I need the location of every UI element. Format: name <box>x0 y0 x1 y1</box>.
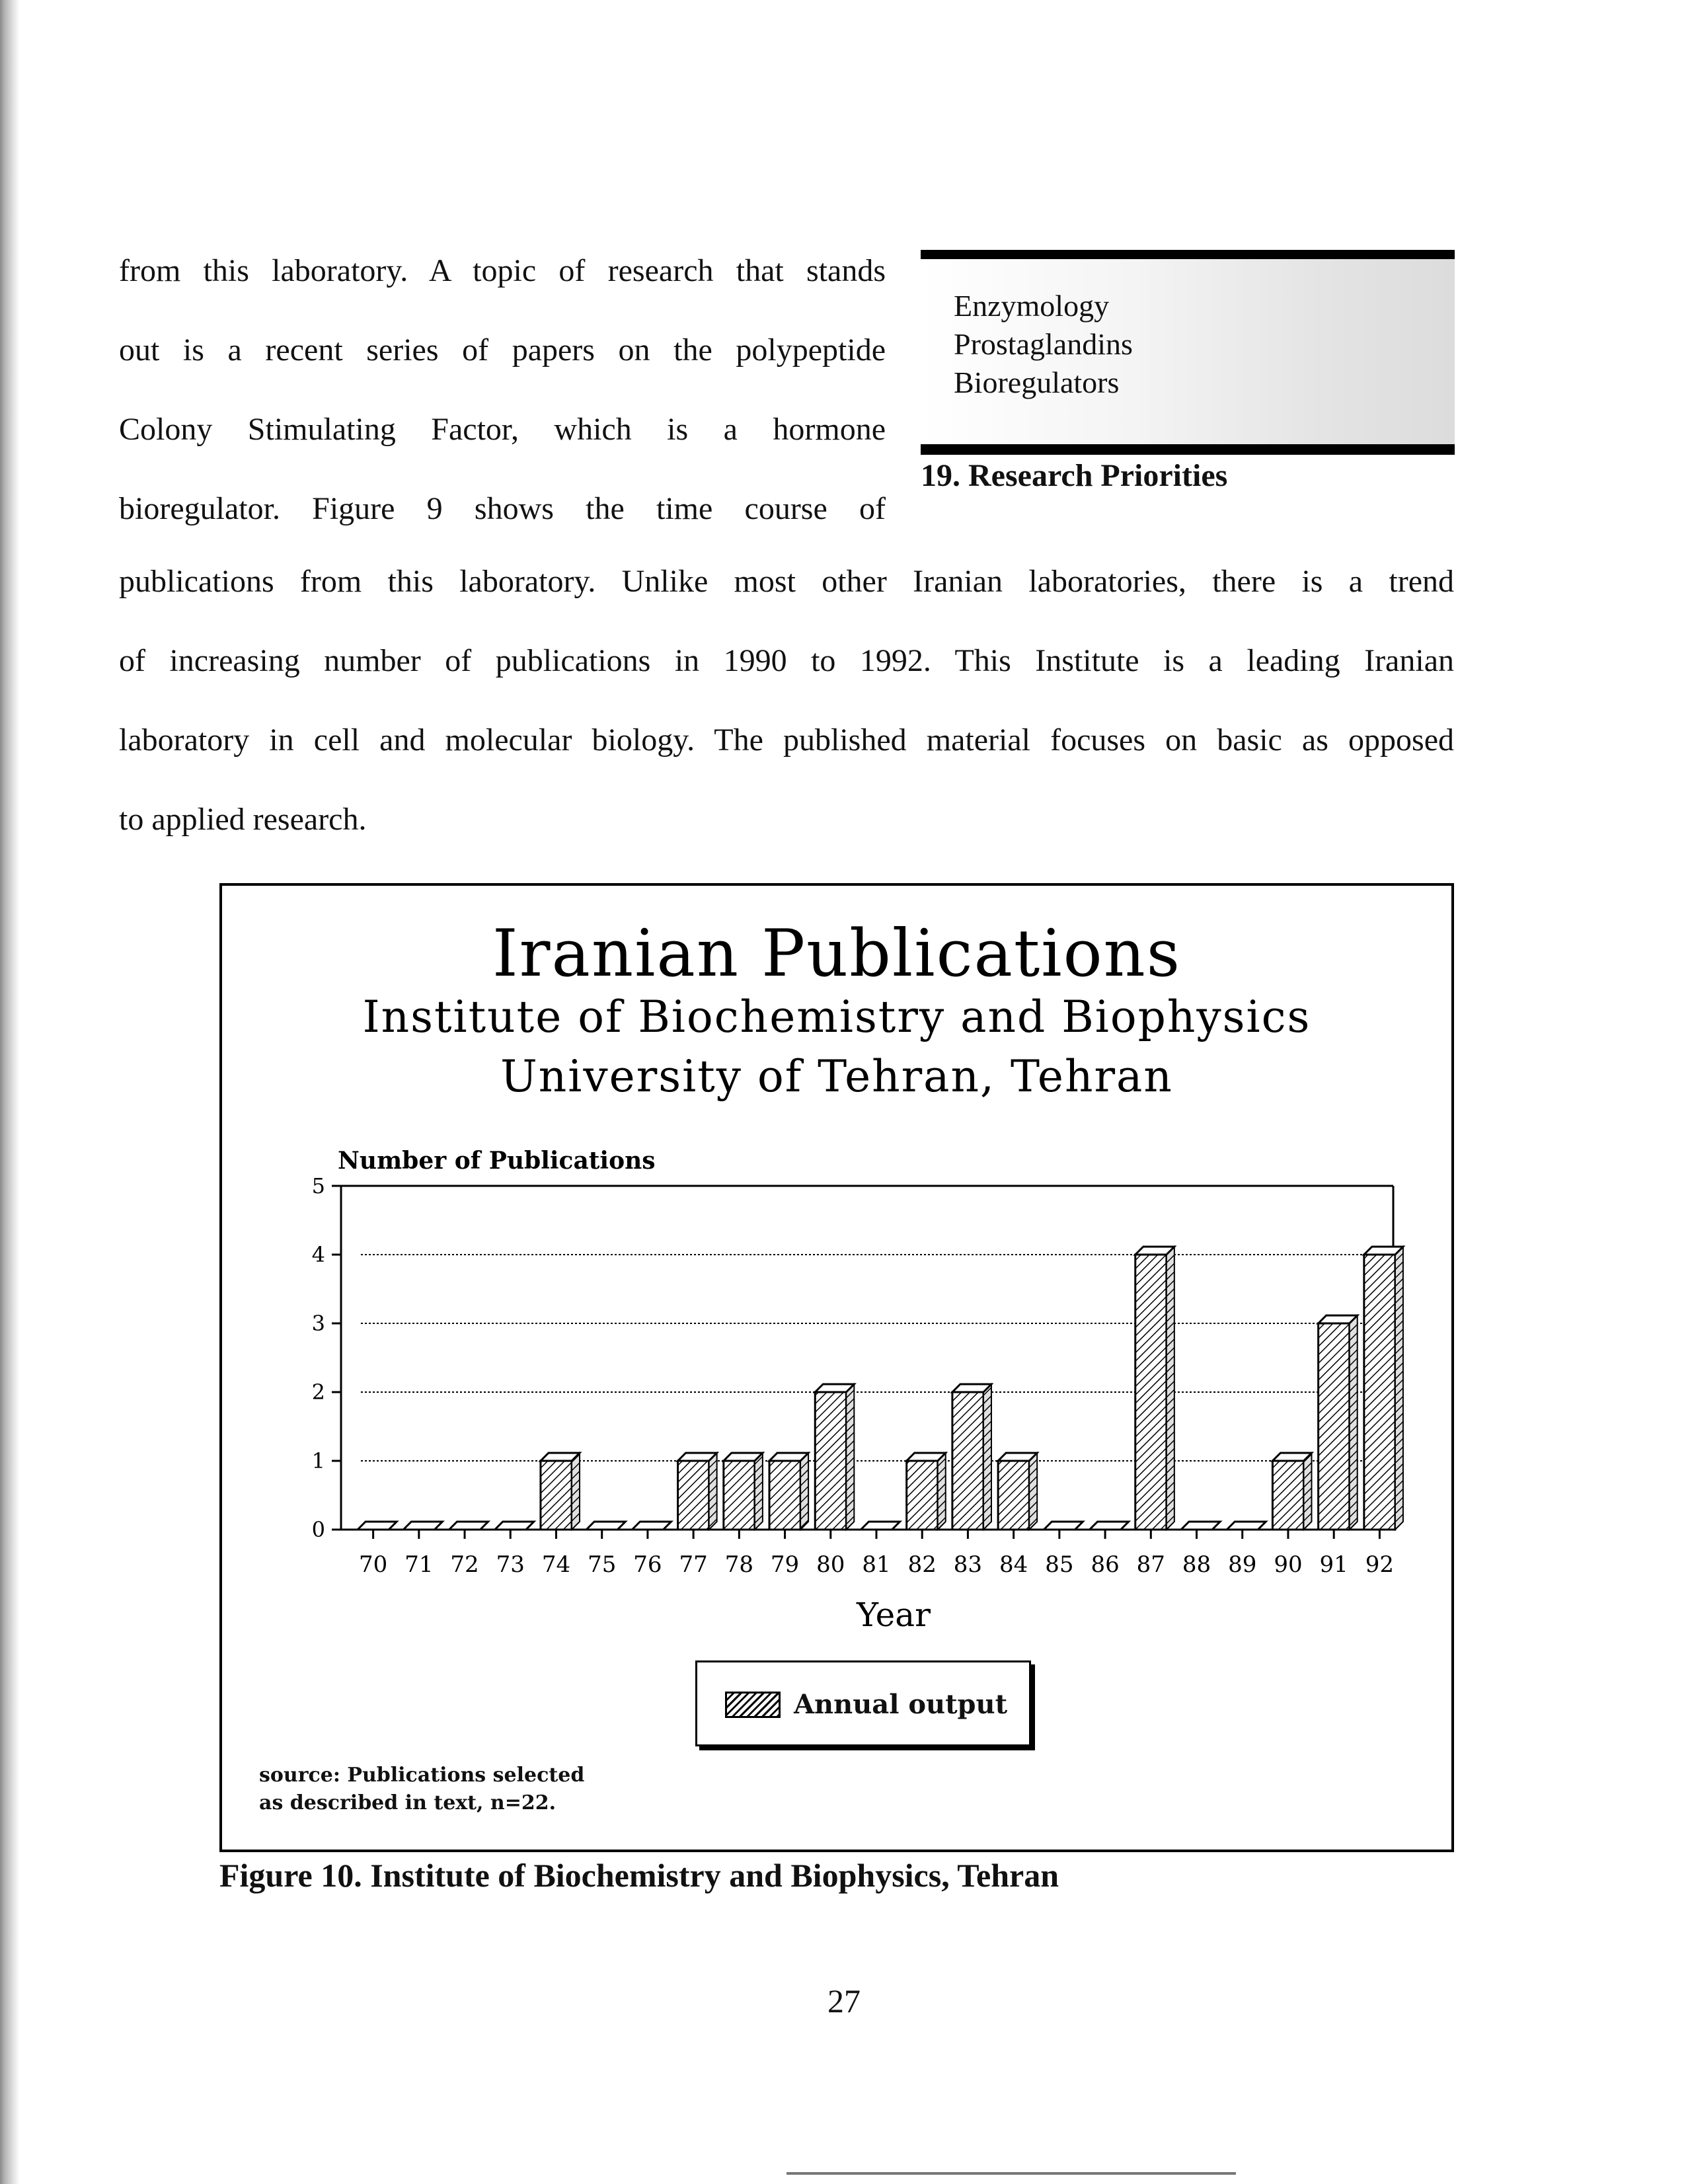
page-number: 27 <box>827 1982 861 2019</box>
bar-zero <box>1227 1522 1266 1530</box>
text-line: Colony Stimulating Factor, which is a hormone <box>119 412 886 447</box>
bar-zero <box>586 1522 625 1530</box>
bar <box>678 1461 709 1530</box>
bar-top <box>1135 1247 1174 1255</box>
bar <box>541 1461 572 1530</box>
y-tick-label: 2 <box>311 1380 325 1405</box>
bar-zero <box>1044 1522 1083 1530</box>
bar <box>1364 1255 1395 1530</box>
source-note-line: source: Publications selected <box>259 1764 585 1787</box>
text-line: of increasing number of publications in 1990 to 1992. This Institute is a leading Iranian <box>119 643 1454 678</box>
bar-zero <box>861 1522 900 1530</box>
x-tick-label: 73 <box>496 1551 525 1578</box>
legend-swatch <box>725 1692 781 1718</box>
bar-top <box>769 1453 808 1461</box>
x-tick-label: 81 <box>862 1551 891 1578</box>
priority-item: Bioregulators <box>954 366 1120 399</box>
bar-top <box>1364 1247 1403 1255</box>
bar <box>769 1461 800 1530</box>
bar-side <box>1167 1247 1174 1530</box>
bar-side <box>800 1453 808 1530</box>
bar-zero <box>632 1522 671 1530</box>
body-paragraph-narrow <box>119 231 886 549</box>
x-tick-label: 75 <box>588 1551 617 1578</box>
x-tick-label: 92 <box>1365 1551 1395 1578</box>
bar-top <box>907 1453 946 1461</box>
figure-caption: Figure 10. Institute of Biochemistry and Biophysics, Tehran <box>219 1857 1059 1894</box>
bar <box>952 1392 983 1530</box>
bar-top <box>998 1453 1037 1461</box>
bar-zero <box>403 1522 442 1530</box>
research-priorities-box <box>921 247 1455 461</box>
x-tick-label: 72 <box>450 1551 479 1578</box>
y-tick-label: 4 <box>311 1242 325 1267</box>
bar-top <box>952 1384 991 1392</box>
source-note <box>259 1762 584 1817</box>
bar <box>1272 1461 1303 1530</box>
x-tick-label: 70 <box>358 1551 388 1578</box>
priority-item: Enzymology <box>954 289 1110 323</box>
bar-chart <box>222 886 1451 1659</box>
text-line: publications from this laboratory. Unlike most other Iranian laboratories, there is a trend <box>119 564 1454 599</box>
text-line: to applied research. <box>119 802 367 837</box>
page-scan-edge <box>0 0 20 2184</box>
x-tick-label: 74 <box>541 1551 571 1578</box>
source-note-line: as described in text, n=22. <box>259 1791 556 1814</box>
x-tick-label: 88 <box>1182 1551 1211 1578</box>
x-tick-label: 90 <box>1274 1551 1303 1578</box>
bar <box>815 1392 846 1530</box>
bar <box>1319 1323 1350 1530</box>
bar-zero <box>495 1522 534 1530</box>
x-tick-label: 80 <box>816 1551 845 1578</box>
text-line: out is a recent series of papers on the polypeptide <box>119 332 886 368</box>
x-tick-label: 85 <box>1045 1551 1074 1578</box>
bar-side <box>1029 1453 1037 1530</box>
y-tick-label: 1 <box>311 1448 325 1473</box>
bar <box>1135 1255 1167 1530</box>
x-tick-label: 79 <box>770 1551 800 1578</box>
bar-side <box>709 1453 717 1530</box>
body-paragraph-wide <box>119 542 1454 859</box>
bar-side <box>1303 1453 1311 1530</box>
bottom-rule <box>786 2172 1236 2175</box>
x-tick-label: 76 <box>633 1551 662 1578</box>
bar-top <box>1319 1315 1358 1323</box>
y-tick-label: 0 <box>311 1517 325 1542</box>
bar-zero <box>1090 1522 1129 1530</box>
y-tick-label: 5 <box>311 1173 325 1198</box>
x-tick-label: 84 <box>999 1551 1028 1578</box>
bar-zero <box>449 1522 488 1530</box>
bar-zero <box>1181 1522 1220 1530</box>
bar-side <box>1350 1315 1358 1530</box>
chart-subtitle-2: University of Tehran, Tehran <box>500 1051 1173 1102</box>
bar-top <box>1272 1453 1311 1461</box>
bar-top <box>815 1384 854 1392</box>
bar-side <box>983 1384 991 1530</box>
text-line: from this laboratory. A topic of research that stands <box>119 253 886 288</box>
chart-legend <box>695 1660 1031 1746</box>
bar <box>724 1461 755 1530</box>
bar-side <box>1395 1247 1403 1530</box>
text-line: bioregulator. Figure 9 shows the time course of <box>119 491 886 526</box>
text-line: laboratory in cell and molecular biology. The published material focuses on basic as opposed <box>119 722 1454 758</box>
y-tick-label: 3 <box>311 1311 325 1336</box>
chart-title: Iranian Publications <box>492 916 1182 992</box>
x-tick-label: 77 <box>679 1551 708 1578</box>
y-axis-label: Number of Publications <box>338 1147 656 1175</box>
chart-subtitle-1: Institute of Biochemistry and Biophysics <box>362 992 1311 1042</box>
x-tick-label: 89 <box>1228 1551 1257 1578</box>
bar-top <box>678 1453 717 1461</box>
bar-side <box>755 1453 763 1530</box>
bar <box>998 1461 1029 1530</box>
box-top-rule <box>921 250 1455 259</box>
x-tick-label: 86 <box>1091 1551 1120 1578</box>
priority-item: Prostaglandins <box>954 327 1133 361</box>
box-bottom-rule <box>921 444 1455 455</box>
priority-list <box>954 287 1133 402</box>
bar <box>907 1461 938 1530</box>
figure-frame <box>219 883 1454 1852</box>
bar-zero <box>358 1522 397 1530</box>
bar-top <box>541 1453 580 1461</box>
x-tick-label: 71 <box>404 1551 434 1578</box>
x-tick-label: 91 <box>1319 1551 1348 1578</box>
legend-label: Annual output <box>794 1689 1008 1720</box>
x-tick-label: 87 <box>1136 1551 1165 1578</box>
x-tick-label: 78 <box>724 1551 753 1578</box>
priorities-caption: 19. Research Priorities <box>921 458 1228 493</box>
bar-top <box>724 1453 763 1461</box>
x-axis-label: Year <box>857 1596 931 1634</box>
bar-side <box>572 1453 580 1530</box>
x-tick-label: 82 <box>907 1551 937 1578</box>
bar-side <box>938 1453 946 1530</box>
bar-side <box>846 1384 854 1530</box>
x-tick-label: 83 <box>953 1551 983 1578</box>
